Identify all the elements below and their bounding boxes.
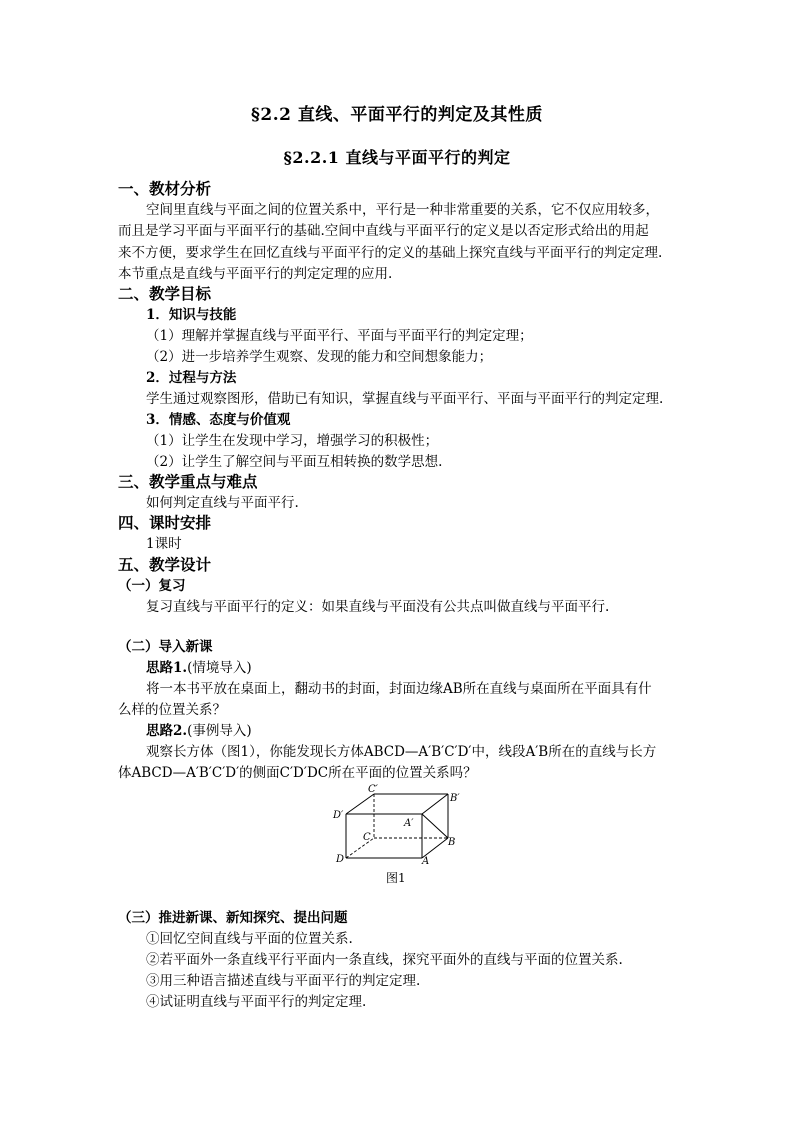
section-heading-4: 四、课时安排	[118, 513, 212, 532]
section-heading-3: 三、教学重点与难点	[118, 472, 258, 491]
question-item: ③用三种语言描述直线与平面平行的判定定理.	[146, 973, 421, 989]
paragraph-line: 观察长方体（图1），你能发现长方体ABCD—A′B′C′D′中，线段A′B所在的直线与长方	[146, 744, 657, 760]
paragraph-line: 将一本书平放在桌面上，翻动书的封面，封面边缘AB所在直线与桌面所在平面具有什	[146, 681, 652, 697]
vertex-label: D	[336, 854, 345, 865]
paragraph-line: 如何判定直线与平面平行.	[146, 495, 299, 511]
paragraph-line: 1课时	[146, 536, 182, 552]
question-item: ②若平面外一条直线平行平面内一条直线，探究平面外的直线与平面的位置关系.	[146, 952, 623, 968]
figure-caption: 图1	[386, 871, 406, 885]
paragraph-line: 本节重点是直线与平面平行的判定定理的应用.	[118, 266, 393, 282]
vertex-label: B′	[450, 793, 460, 804]
idea-label: 思路2.	[146, 723, 188, 739]
idea-heading	[146, 659, 252, 677]
idea-label: 思路1.	[146, 660, 188, 676]
cuboid-diagram	[330, 782, 470, 890]
vertex-label: B	[448, 837, 456, 848]
idea-note: (情境导入)	[187, 660, 252, 676]
question-item: ④试证明直线与平面平行的判定定理.	[146, 994, 367, 1010]
paragraph-line: 来不方便，要求学生在回忆直线与平面平行的定义的基础上探究直线与平面平行的判定定理.	[118, 245, 663, 261]
paragraph-line: 么样的位置关系？	[118, 702, 226, 718]
subsection-heading: 3．情感、态度与价值观	[146, 412, 291, 428]
page-title: §2.2 直线、平面平行的判定及其性质	[251, 105, 543, 125]
paragraph-line: 复习直线与平面平行的定义：如果直线与平面没有公共点叫做直线与平面平行.	[146, 599, 610, 615]
paragraph-line: 体ABCD—A′B′C′D′的侧面C′D′DC所在平面的位置关系吗？	[118, 765, 477, 781]
paragraph-line: 学生通过观察图形，借助已有知识，掌握直线与平面平行、平面与平面平行的判定定理.	[146, 391, 664, 407]
list-item: （1）让学生在发现中学习，增强学习的积极性；	[146, 433, 439, 449]
paragraph-line: 而且是学习平面与平面平行的基础.空间中直线与平面平行的定义是以否定形式给出的用起	[118, 223, 649, 239]
page-subtitle: §2.2.1 直线与平面平行的判定	[283, 148, 511, 167]
idea-note: (事例导入)	[187, 723, 252, 739]
vertex-label: C	[363, 832, 371, 843]
vertex-label: A	[422, 856, 430, 867]
list-item: （1）理解并掌握直线与平面平行、平面与平面平行的判定定理；	[146, 328, 533, 344]
vertex-label: D′	[333, 810, 344, 821]
part-heading: （一）复习	[118, 578, 186, 594]
part-heading: （三）推进新课、新知探究、提出问题	[118, 910, 348, 926]
subsection-heading: 1．知识与技能	[146, 307, 237, 323]
list-item: （2）进一步培养学生观察、发现的能力和空间想象能力；	[146, 349, 493, 365]
paragraph-line: 空间里直线与平面之间的位置关系中，平行是一种非常重要的关系，它不仅应用较多，	[146, 202, 659, 218]
section-heading-2: 二、教学目标	[118, 284, 212, 303]
list-item: （2）让学生了解空间与平面互相转换的数学思想.	[146, 454, 443, 470]
vertex-label: A′	[404, 818, 414, 829]
idea-heading	[146, 722, 252, 740]
cuboid-figure	[330, 782, 470, 890]
section-heading-5: 五、教学设计	[118, 555, 212, 574]
subsection-heading: 2．过程与方法	[146, 370, 237, 386]
question-item: ①回忆空间直线与平面的位置关系.	[146, 931, 353, 947]
vertex-label: C′	[368, 784, 378, 795]
part-heading: （二）导入新课	[118, 639, 213, 655]
section-heading-1: 一、教材分析	[118, 179, 212, 198]
